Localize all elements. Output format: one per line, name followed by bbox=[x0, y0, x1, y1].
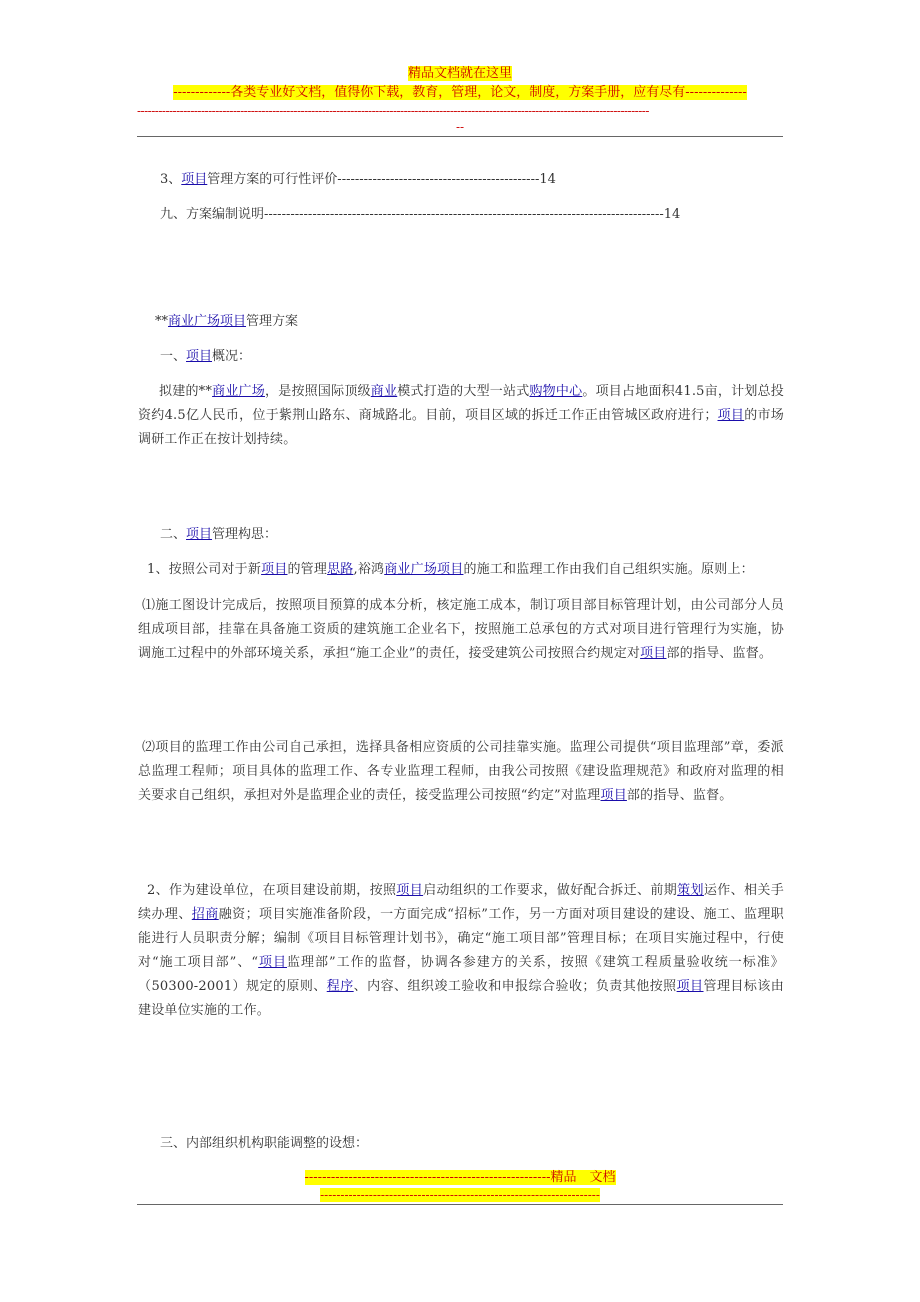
footer-dashes: --------------------------------------------------------------------- bbox=[320, 1188, 600, 1202]
paragraph-construction: ⑴施工图设计完成后，按照项目预算的成本分析，核定施工成本，制订项目部目标管理计划，由公司部分人员组成项目部，挂靠在具备施工资质的建筑施工企业名下，按照施工总承包的方式对项目进行管理行为实施，协调施工过程中的外部环境关系，承担“施工企业”的责任，接受建筑公司按照合约规定对项目部的指导、监督。 bbox=[138, 598, 784, 661]
link-project[interactable]: 项目 bbox=[261, 562, 288, 577]
document-title: **商业广场项目管理方案 bbox=[155, 314, 299, 329]
link-project[interactable]: 项目 bbox=[258, 955, 287, 970]
section-heading-1: 一、项目概况： bbox=[160, 349, 252, 364]
link-project[interactable]: 项目 bbox=[717, 408, 745, 423]
link-shopping-center[interactable]: 购物中心 bbox=[529, 384, 583, 399]
link-project[interactable]: 项目 bbox=[396, 883, 424, 898]
footer-divider bbox=[137, 1204, 783, 1205]
link-approach[interactable]: 思路 bbox=[327, 562, 354, 577]
footer-banner: --------------------------------------------------------精品 文档 bbox=[304, 1170, 616, 1185]
header-dashes-tail: -- bbox=[455, 120, 465, 134]
link-procedure[interactable]: 程序 bbox=[326, 979, 354, 994]
paragraph-overview: 拟建的**商业广场，是按照国际顶级商业模式打造的大型一站式购物中心。项目占地面积41.5亩，计划总投资约4.5亿人民币，位于紫荆山路东、商城路北。目前，项目区域的拆迁工作正由管城区政府进行；项目的市场调研工作正在按计划持续。 bbox=[138, 384, 784, 447]
link-project[interactable]: 项目 bbox=[186, 349, 213, 364]
link-commerce[interactable]: 商业 bbox=[370, 384, 398, 399]
link-commercial-plaza-project[interactable]: 商业广场项目 bbox=[384, 562, 464, 577]
header-title: 精品文档就在这里 bbox=[407, 66, 512, 81]
section-heading-3: 三、内部组织机构职能调整的设想： bbox=[160, 1136, 369, 1151]
link-investment-attraction[interactable]: 招商 bbox=[191, 907, 219, 922]
link-commercial-plaza-project[interactable]: 商业广场项目 bbox=[168, 314, 247, 329]
header-dashes: ------------------------------------------------------------------------------------------------------------------------------------------------ bbox=[137, 104, 649, 118]
link-project[interactable]: 项目 bbox=[186, 527, 213, 542]
link-planning[interactable]: 策划 bbox=[677, 883, 704, 898]
link-project[interactable]: 项目 bbox=[676, 979, 704, 994]
section-heading-2: 二、项目管理构思： bbox=[160, 527, 278, 542]
header-divider bbox=[137, 136, 783, 137]
toc-item: 3、项目管理方案的可行性评价----------------------------------------------14 bbox=[160, 172, 556, 187]
paragraph-principle: 1、按照公司对于新项目的管理思路,裕鸿商业广场项目的施工和监理工作由我们自己组织实施。原则上： bbox=[147, 562, 754, 577]
paragraph-supervision: ⑵项目的监理工作由公司自己承担，选择具备相应资质的公司挂靠实施。监理公司提供“项目监理部”章，委派总监理工程师；项目具体的监理工作、各专业监理工程师，由我公司按照《建设监理规范》和政府对监理的相关要求自己组织，承担对外是监理企业的责任，接受监理公司按照“约定”对监理项目部的指导、监督。 bbox=[138, 740, 784, 803]
header-banner: -------------各类专业好文档，值得你下载，教育，管理，论文，制度，方案手册，应有尽有-------------- bbox=[173, 85, 747, 100]
toc-item: 九、方案编制说明-------------------------------------------------------------------------------------------14 bbox=[160, 207, 681, 222]
link-commercial-plaza[interactable]: 商业广场 bbox=[212, 384, 265, 399]
link-project[interactable]: 项目 bbox=[640, 646, 667, 661]
link-project[interactable]: 项目 bbox=[181, 172, 208, 187]
link-project[interactable]: 项目 bbox=[600, 788, 627, 803]
paragraph-owner-role: 2、作为建设单位，在项目建设前期，按照项目启动组织的工作要求，做好配合拆迁、前期策划运作、相关手续办理、招商融资；项目实施准备阶段，一方面完成“招标”工作，另一方面对项目建设的建设、施工、监理职能进行人员职责分解；编制《项目目标管理计划书》，确定“施工项目部”管理目标；在项目实施过程中，行使对“施工项目部”、“项目监理部”工作的监督，协调各参建方的关系，按照《建筑工程质量验收统一标准》（50300-2001）规定的原则、程序、内容、组织竣工验收和申报综合验收；负责其他按照项目管理目标该由建设单位实施的工作。 bbox=[138, 883, 784, 1018]
